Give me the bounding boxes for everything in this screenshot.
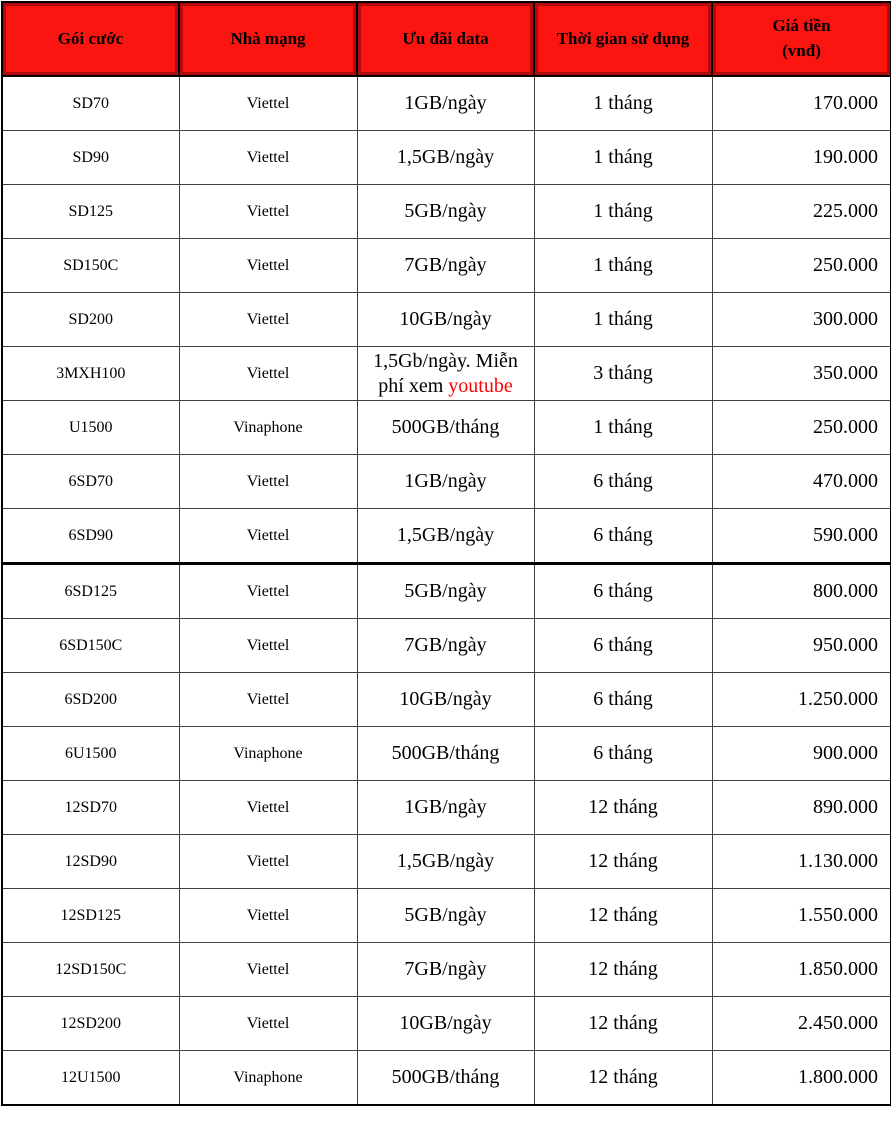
cell-network: Viettel <box>179 781 357 835</box>
cell-data-offer: 1,5GB/ngày <box>357 509 534 564</box>
cell-duration: 6 tháng <box>534 727 712 781</box>
table-row <box>2 619 891 673</box>
cell-network: Viettel <box>179 76 357 131</box>
cell-network: Viettel <box>179 619 357 673</box>
cell-data-offer: 7GB/ngày <box>357 619 534 673</box>
cell-duration: 1 tháng <box>534 76 712 131</box>
cell-package: 6SD150C <box>2 619 179 673</box>
cell-duration: 12 tháng <box>534 943 712 997</box>
cell-data-offer: 500GB/tháng <box>357 727 534 781</box>
cell-network: Viettel <box>179 509 357 564</box>
cell-duration: 12 tháng <box>534 997 712 1051</box>
cell-package: 6SD125 <box>2 564 179 619</box>
table-body <box>2 76 891 1105</box>
cell-data-offer: 5GB/ngày <box>357 889 534 943</box>
cell-price: 890.000 <box>712 781 891 835</box>
cell-data-offer: 1GB/ngày <box>357 455 534 509</box>
cell-duration: 6 tháng <box>534 455 712 509</box>
cell-data-offer: 10GB/ngày <box>357 997 534 1051</box>
cell-price: 350.000 <box>712 347 891 401</box>
cell-package: 12U1500 <box>2 1051 179 1106</box>
cell-network: Viettel <box>179 997 357 1051</box>
cell-price: 250.000 <box>712 401 891 455</box>
data-offer-text: 1,5Gb/ngày. Miễn phí xem <box>373 349 518 397</box>
table-row <box>2 239 891 293</box>
cell-price: 470.000 <box>712 455 891 509</box>
cell-price: 590.000 <box>712 509 891 564</box>
cell-data-offer: 500GB/tháng <box>357 401 534 455</box>
cell-data-offer <box>357 347 534 401</box>
table-row <box>2 185 891 239</box>
cell-data-offer: 7GB/ngày <box>357 943 534 997</box>
cell-network: Viettel <box>179 889 357 943</box>
cell-network: Viettel <box>179 239 357 293</box>
cell-price: 800.000 <box>712 564 891 619</box>
table-row <box>2 76 891 131</box>
table-row <box>2 509 891 564</box>
cell-price: 190.000 <box>712 131 891 185</box>
cell-package: SD70 <box>2 76 179 131</box>
cell-duration: 1 tháng <box>534 239 712 293</box>
table-row <box>2 455 891 509</box>
col-header-price-line2: (vnđ) <box>782 41 821 60</box>
col-header-network: Nhà mạng <box>179 2 357 76</box>
col-header-duration: Thời gian sử dụng <box>534 2 712 76</box>
youtube-highlight: youtube <box>448 374 513 397</box>
cell-package: SD90 <box>2 131 179 185</box>
table-row <box>2 673 891 727</box>
cell-duration: 1 tháng <box>534 401 712 455</box>
cell-package: 6SD90 <box>2 509 179 564</box>
cell-price: 1.130.000 <box>712 835 891 889</box>
table-row <box>2 943 891 997</box>
table-row <box>2 564 891 619</box>
cell-network: Viettel <box>179 185 357 239</box>
cell-network: Vinaphone <box>179 727 357 781</box>
cell-price: 1.850.000 <box>712 943 891 997</box>
cell-package: SD150C <box>2 239 179 293</box>
cell-duration: 6 tháng <box>534 564 712 619</box>
cell-package: 12SD200 <box>2 997 179 1051</box>
cell-package: 6SD70 <box>2 455 179 509</box>
cell-package: 6U1500 <box>2 727 179 781</box>
col-header-price-line1: Giá tiền <box>772 16 831 36</box>
table-row <box>2 1051 891 1106</box>
data-plans-table <box>1 1 891 1106</box>
table-row <box>2 889 891 943</box>
cell-duration: 12 tháng <box>534 1051 712 1106</box>
cell-network: Viettel <box>179 131 357 185</box>
cell-network: Viettel <box>179 673 357 727</box>
cell-duration: 6 tháng <box>534 673 712 727</box>
cell-package: 12SD125 <box>2 889 179 943</box>
cell-duration: 6 tháng <box>534 619 712 673</box>
table-row <box>2 401 891 455</box>
cell-duration: 1 tháng <box>534 293 712 347</box>
cell-data-offer: 1,5GB/ngày <box>357 835 534 889</box>
cell-network: Vinaphone <box>179 1051 357 1106</box>
cell-price: 300.000 <box>712 293 891 347</box>
table-row <box>2 131 891 185</box>
cell-data-offer: 5GB/ngày <box>357 185 534 239</box>
cell-package: 6SD200 <box>2 673 179 727</box>
col-header-package: Gói cước <box>2 2 179 76</box>
cell-data-offer: 7GB/ngày <box>357 239 534 293</box>
cell-duration: 12 tháng <box>534 835 712 889</box>
cell-package: 12SD150C <box>2 943 179 997</box>
cell-network: Viettel <box>179 835 357 889</box>
cell-price: 225.000 <box>712 185 891 239</box>
cell-package: 3MXH100 <box>2 347 179 401</box>
cell-package: 12SD90 <box>2 835 179 889</box>
cell-price: 1.550.000 <box>712 889 891 943</box>
cell-network: Viettel <box>179 564 357 619</box>
cell-price: 2.450.000 <box>712 997 891 1051</box>
cell-duration: 1 tháng <box>534 185 712 239</box>
cell-price: 950.000 <box>712 619 891 673</box>
cell-price: 170.000 <box>712 76 891 131</box>
col-header-price <box>712 2 891 76</box>
cell-data-offer: 5GB/ngày <box>357 564 534 619</box>
table-row <box>2 997 891 1051</box>
cell-data-offer: 1GB/ngày <box>357 76 534 131</box>
cell-price: 250.000 <box>712 239 891 293</box>
cell-data-offer: 1GB/ngày <box>357 781 534 835</box>
table-row <box>2 835 891 889</box>
cell-data-offer: 10GB/ngày <box>357 673 534 727</box>
table-row <box>2 347 891 401</box>
cell-network: Viettel <box>179 293 357 347</box>
cell-network: Viettel <box>179 455 357 509</box>
cell-package: SD200 <box>2 293 179 347</box>
header-row <box>2 2 891 76</box>
cell-price: 1.250.000 <box>712 673 891 727</box>
cell-duration: 12 tháng <box>534 889 712 943</box>
cell-duration: 12 tháng <box>534 781 712 835</box>
cell-data-offer: 1,5GB/ngày <box>357 131 534 185</box>
cell-duration: 3 tháng <box>534 347 712 401</box>
col-header-data-offer: Ưu đãi data <box>357 2 534 76</box>
cell-duration: 1 tháng <box>534 131 712 185</box>
table-row <box>2 781 891 835</box>
cell-duration: 6 tháng <box>534 509 712 564</box>
cell-network: Vinaphone <box>179 401 357 455</box>
cell-package: 12SD70 <box>2 781 179 835</box>
cell-network: Viettel <box>179 943 357 997</box>
cell-data-offer: 500GB/tháng <box>357 1051 534 1106</box>
cell-data-offer: 10GB/ngày <box>357 293 534 347</box>
cell-package: U1500 <box>2 401 179 455</box>
table-row <box>2 727 891 781</box>
cell-price: 900.000 <box>712 727 891 781</box>
table-row <box>2 293 891 347</box>
cell-package: SD125 <box>2 185 179 239</box>
cell-network: Viettel <box>179 347 357 401</box>
cell-price: 1.800.000 <box>712 1051 891 1106</box>
